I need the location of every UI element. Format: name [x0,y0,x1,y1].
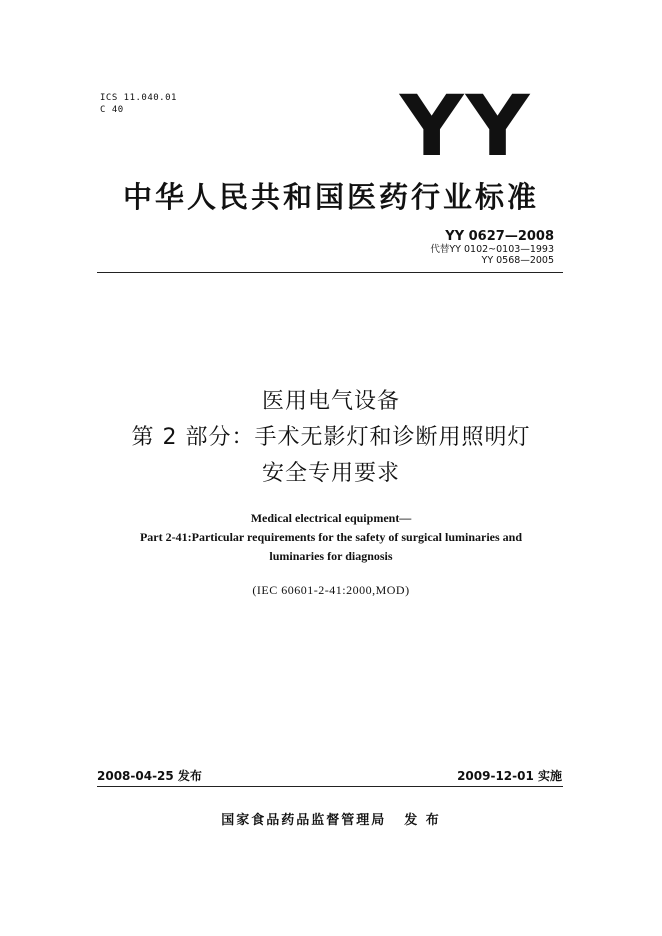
yy-logo: YY [400,77,532,175]
publisher-name: 国家食品药品监督管理局 [221,813,387,828]
implementation-date: 2009-12-01 实施 [457,769,562,783]
chinese-title-line-3: 安全专用要求 [261,461,400,486]
chinese-title-line-2: 第 2 部分：手术无影灯和诊断用照明灯 [131,425,531,450]
english-title-line-2: Part 2-41:Particular requirements for the safety of surgical luminaries and [139,530,523,544]
ics-code: ICS 11.040.01 [100,93,177,103]
footer-divider [97,786,563,787]
standard-number-block [430,229,554,266]
standard-category-title: 中华人民共和国医药行业标准 [122,180,539,214]
publication-date: 2008-04-25 发布 [97,769,202,783]
header-divider [97,272,563,273]
publisher-suffix: 发 布 [404,813,441,828]
english-title-line-1: Medical electrical equipment— [250,511,412,525]
ccs-code: C 40 [100,105,124,115]
english-title [0,509,662,566]
iec-equivalence: (IEC 60601-2-41:2000,MOD) [252,583,410,597]
replaces-line-2: YY 0568—2005 [481,255,554,266]
english-title-line-3: luminaries for diagnosis [269,549,393,563]
chinese-title-line-1: 医用电气设备 [261,389,400,414]
chinese-title [0,384,662,492]
classification-codes [100,92,177,116]
publisher [0,809,662,828]
replaces-line-1: 代替YY 0102~0103—1993 [430,244,554,255]
standard-number: YY 0627—2008 [445,229,554,244]
